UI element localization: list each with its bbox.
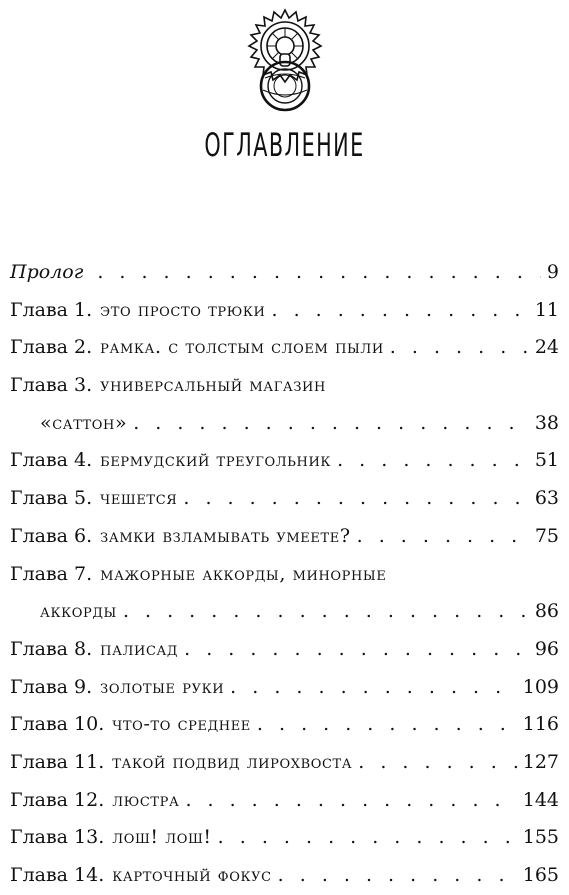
entry-prefix: Глава 3.: [10, 374, 93, 397]
page-number: 75: [534, 524, 559, 547]
entry-title: замки взламывать умеете?: [100, 524, 351, 547]
entry-title: лош! лош!: [112, 826, 212, 849]
entry-title: карточный фокус: [112, 864, 272, 887]
entry-prefix: Пролог: [10, 261, 84, 283]
ornamental-ring-emblem-icon: [242, 8, 328, 114]
entry-prefix: Глава 11.: [10, 750, 105, 773]
toc-entry-prologue[interactable]: [10, 254, 559, 292]
leader-dots: [123, 593, 529, 631]
leader-dots: [97, 254, 541, 292]
entry-title: рамка. с толстым слоем пыли: [100, 336, 384, 359]
page-number: 165: [522, 864, 559, 887]
leader-dots: [218, 819, 517, 857]
page-number: 63: [534, 487, 559, 510]
toc-entry-chapter-10[interactable]: [10, 706, 559, 744]
entry-title: мажорные аккорды, минорные: [100, 562, 387, 585]
entry-title-continued: аккорды: [40, 600, 117, 623]
leader-dots: [278, 857, 517, 895]
toc-entry-chapter-3[interactable]: [10, 367, 559, 442]
entry-prefix: Глава 5.: [10, 487, 93, 510]
toc-entry-chapter-7[interactable]: [10, 556, 559, 631]
entry-title: такой подвид лирохвоста: [112, 750, 353, 773]
entry-prefix: Глава 13.: [10, 826, 105, 849]
entry-prefix: Глава 1.: [10, 298, 93, 321]
leader-dots: [358, 744, 516, 782]
entry-prefix: Глава 12.: [10, 788, 105, 811]
leader-dots: [184, 631, 529, 669]
toc-entry-chapter-11[interactable]: [10, 744, 559, 782]
entry-title: это просто трюки: [100, 298, 266, 321]
toc-entry-chapter-1[interactable]: [10, 292, 559, 330]
entry-title: палисад: [100, 637, 179, 660]
toc-entry-chapter-2[interactable]: [10, 329, 559, 367]
entry-title: золотые руки: [100, 675, 225, 698]
entry-prefix: Глава 6.: [10, 524, 93, 547]
page-title: ОГЛАВЛЕНИЕ: [204, 126, 365, 164]
leader-dots: [183, 480, 528, 518]
page-number: 96: [534, 637, 559, 660]
entry-prefix: Глава 8.: [10, 637, 93, 660]
page-number: 86: [534, 600, 559, 623]
leader-dots: [133, 405, 529, 443]
leader-dots: [357, 518, 529, 556]
leader-dots: [271, 292, 528, 330]
entry-title: бермудский треугольник: [100, 449, 332, 472]
toc-entry-chapter-5[interactable]: [10, 480, 559, 518]
entry-title: люстра: [112, 788, 180, 811]
leader-dots: [257, 706, 517, 744]
toc-entry-chapter-8[interactable]: [10, 631, 559, 669]
leader-dots: [390, 329, 529, 367]
page-number: 109: [522, 675, 559, 698]
toc-entry-chapter-14[interactable]: [10, 857, 559, 895]
entry-prefix: Глава 9.: [10, 675, 93, 698]
page-number: 144: [522, 788, 559, 811]
entry-title: чешется: [100, 487, 178, 510]
leader-dots: [337, 442, 529, 480]
page-number: 116: [522, 713, 559, 736]
page-number: 51: [534, 449, 559, 472]
page-number: 38: [534, 411, 559, 434]
toc-entry-chapter-6[interactable]: [10, 518, 559, 556]
entry-prefix: Глава 14.: [10, 864, 105, 887]
leader-dots: [230, 669, 517, 707]
table-of-contents: [10, 254, 559, 895]
entry-title: универсальный магазин: [100, 374, 326, 397]
entry-title: что-то среднее: [112, 713, 251, 736]
page-number: 9: [546, 261, 559, 283]
toc-entry-chapter-12[interactable]: [10, 782, 559, 820]
page-number: 127: [522, 750, 559, 773]
entry-prefix: Глава 4.: [10, 449, 93, 472]
leader-dots: [185, 782, 516, 820]
entry-prefix: Глава 2.: [10, 336, 93, 359]
page-number: 24: [534, 336, 559, 359]
toc-entry-chapter-13[interactable]: [10, 819, 559, 857]
page-number: 11: [534, 298, 559, 321]
entry-title-continued: «саттон»: [40, 411, 128, 434]
toc-entry-chapter-4[interactable]: [10, 442, 559, 480]
page-number: 155: [522, 826, 559, 849]
toc-entry-chapter-9[interactable]: [10, 669, 559, 707]
entry-prefix: Глава 7.: [10, 562, 93, 585]
entry-prefix: Глава 10.: [10, 713, 105, 736]
